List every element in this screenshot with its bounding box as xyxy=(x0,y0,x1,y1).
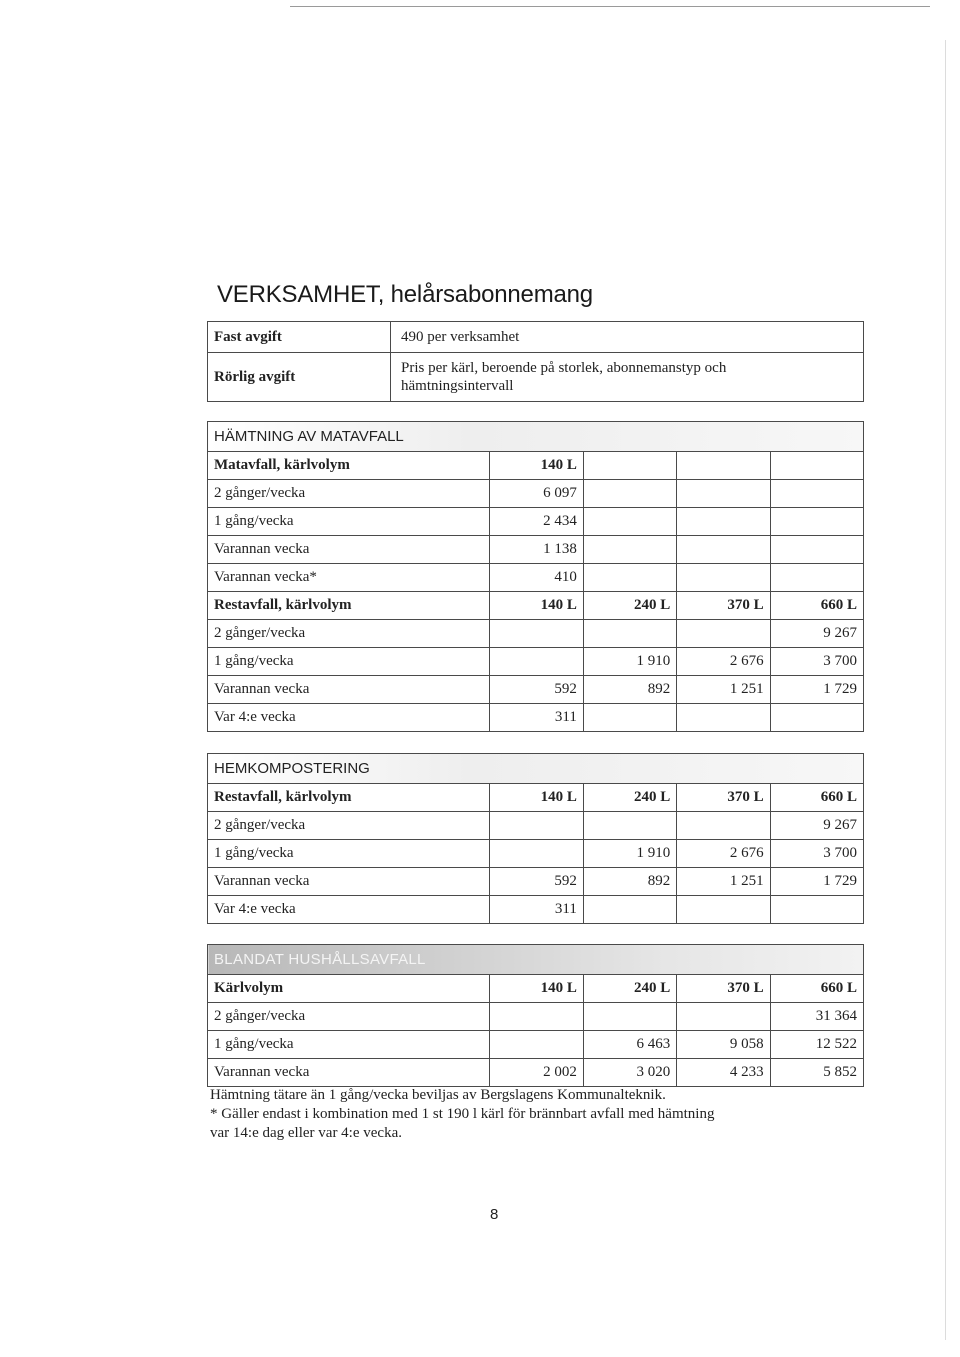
price-cell xyxy=(677,704,770,732)
row-label: Varannan vecka* xyxy=(208,564,490,592)
price-cell: 592 xyxy=(490,868,583,896)
price-cell: 3 020 xyxy=(583,1059,676,1087)
header-size: 140 L xyxy=(490,592,583,620)
price-cell xyxy=(583,620,676,648)
price-cell xyxy=(490,812,583,840)
table-header-row xyxy=(208,452,864,480)
empty-cell xyxy=(770,452,863,480)
price-cell: 1 910 xyxy=(583,840,676,868)
price-cell: 4 233 xyxy=(677,1059,770,1087)
price-cell: 6 097 xyxy=(490,480,583,508)
section-title-row xyxy=(208,945,864,975)
price-cell: 1 138 xyxy=(490,536,583,564)
table-row xyxy=(208,508,864,536)
fees-table xyxy=(207,321,864,402)
empty-cell xyxy=(677,536,770,564)
header-size: 660 L xyxy=(770,592,863,620)
table-row xyxy=(208,868,864,896)
row-label: Varannan vecka xyxy=(208,868,490,896)
hemkompostering-table xyxy=(207,753,864,924)
price-cell: 6 463 xyxy=(583,1031,676,1059)
page-number: 8 xyxy=(490,1206,499,1223)
table-row xyxy=(208,564,864,592)
price-cell: 3 700 xyxy=(770,648,863,676)
empty-cell xyxy=(583,564,676,592)
row-label: 1 gång/vecka xyxy=(208,648,490,676)
price-cell: 2 434 xyxy=(490,508,583,536)
header-size: 660 L xyxy=(770,784,863,812)
scan-top-line xyxy=(290,6,930,7)
empty-cell xyxy=(677,564,770,592)
price-cell: 1 251 xyxy=(677,868,770,896)
price-cell xyxy=(677,896,770,924)
price-cell xyxy=(677,620,770,648)
page-title: VERKSAMHET, helårsabonnemang xyxy=(217,281,593,308)
price-cell: 1 910 xyxy=(583,648,676,676)
table-header-row xyxy=(208,975,864,1003)
empty-cell xyxy=(770,508,863,536)
table-row xyxy=(208,812,864,840)
row-label: 1 gång/vecka xyxy=(208,840,490,868)
price-cell: 9 267 xyxy=(770,812,863,840)
header-size: 370 L xyxy=(677,592,770,620)
empty-cell xyxy=(677,452,770,480)
price-cell: 311 xyxy=(490,896,583,924)
row-label: Varannan vecka xyxy=(208,536,490,564)
table-row xyxy=(208,1031,864,1059)
price-cell xyxy=(490,648,583,676)
price-cell: 1 729 xyxy=(770,676,863,704)
price-cell xyxy=(490,620,583,648)
empty-cell xyxy=(770,536,863,564)
empty-cell xyxy=(770,480,863,508)
header-size: 240 L xyxy=(583,975,676,1003)
table-header-row xyxy=(208,592,864,620)
header-size: 140 L xyxy=(490,452,583,480)
price-cell xyxy=(770,704,863,732)
matavfall-table xyxy=(207,421,864,732)
footnotes xyxy=(210,1086,830,1143)
header-size: 660 L xyxy=(770,975,863,1003)
row-label: 2 gånger/vecka xyxy=(208,1003,490,1031)
section-title-row xyxy=(208,754,864,784)
fee-label: Rörlig avgift xyxy=(208,353,391,402)
section-title: HEMKOMPOSTERING xyxy=(208,754,864,784)
fee-value-line: hämtningsintervall xyxy=(401,378,514,394)
price-cell xyxy=(490,1003,583,1031)
row-label: Var 4:e vecka xyxy=(208,704,490,732)
table-row xyxy=(208,620,864,648)
table-row xyxy=(208,648,864,676)
price-cell xyxy=(677,1003,770,1031)
scan-page-edge xyxy=(945,40,946,1340)
empty-cell xyxy=(583,480,676,508)
price-cell xyxy=(677,812,770,840)
price-cell: 892 xyxy=(583,676,676,704)
price-cell: 2 676 xyxy=(677,648,770,676)
footnote: * Gäller endast i kombination med 1 st 190 l kärl för brännbart avfall med hämtning xyxy=(210,1106,715,1122)
table-row xyxy=(208,1003,864,1031)
price-cell xyxy=(583,1003,676,1031)
table-row xyxy=(208,536,864,564)
row-label: 2 gånger/vecka xyxy=(208,480,490,508)
price-cell: 9 267 xyxy=(770,620,863,648)
price-cell: 892 xyxy=(583,868,676,896)
table-row xyxy=(208,896,864,924)
fee-value: 490 per verksamhet xyxy=(391,322,864,353)
footnote: Hämtning tätare än 1 gång/vecka beviljas av Bergslagens Kommunalteknik. xyxy=(210,1087,666,1103)
header-size: 140 L xyxy=(490,784,583,812)
price-cell xyxy=(490,840,583,868)
blandat-table xyxy=(207,944,864,1087)
table-header-row xyxy=(208,784,864,812)
header-label: Restavfall, kärlvolym xyxy=(208,592,490,620)
price-cell xyxy=(583,896,676,924)
empty-cell xyxy=(677,508,770,536)
row-label: Var 4:e vecka xyxy=(208,896,490,924)
footnote: var 14:e dag eller var 4:e vecka. xyxy=(210,1125,402,1141)
row-label: 1 gång/vecka xyxy=(208,1031,490,1059)
empty-cell xyxy=(583,508,676,536)
price-cell: 1 251 xyxy=(677,676,770,704)
price-cell xyxy=(583,704,676,732)
header-size: 370 L xyxy=(677,975,770,1003)
header-label: Matavfall, kärlvolym xyxy=(208,452,490,480)
fee-value xyxy=(391,353,864,402)
price-cell: 2 676 xyxy=(677,840,770,868)
empty-cell xyxy=(677,480,770,508)
table-row xyxy=(208,704,864,732)
fee-value-line: Pris per kärl, beroende på storlek, abonnemanstyp och xyxy=(401,360,727,376)
fees-row-fixed xyxy=(208,322,864,353)
price-cell: 5 852 xyxy=(770,1059,863,1087)
header-size: 370 L xyxy=(677,784,770,812)
price-cell: 592 xyxy=(490,676,583,704)
price-cell xyxy=(583,812,676,840)
header-label: Kärlvolym xyxy=(208,975,490,1003)
table-row xyxy=(208,1059,864,1087)
price-cell: 3 700 xyxy=(770,840,863,868)
header-label: Restavfall, kärlvolym xyxy=(208,784,490,812)
price-cell: 12 522 xyxy=(770,1031,863,1059)
price-cell: 311 xyxy=(490,704,583,732)
table-row xyxy=(208,480,864,508)
price-cell: 31 364 xyxy=(770,1003,863,1031)
table-row xyxy=(208,676,864,704)
price-cell xyxy=(770,896,863,924)
row-label: 2 gånger/vecka xyxy=(208,620,490,648)
header-size: 240 L xyxy=(583,784,676,812)
price-cell: 410 xyxy=(490,564,583,592)
header-size: 140 L xyxy=(490,975,583,1003)
empty-cell xyxy=(770,564,863,592)
section-title-row xyxy=(208,422,864,452)
row-label: 2 gånger/vecka xyxy=(208,812,490,840)
empty-cell xyxy=(583,452,676,480)
fees-row-variable xyxy=(208,353,864,402)
empty-cell xyxy=(583,536,676,564)
price-cell: 9 058 xyxy=(677,1031,770,1059)
section-title: BLANDAT HUSHÅLLSAVFALL xyxy=(208,945,864,975)
fee-label: Fast avgift xyxy=(208,322,391,353)
row-label: Varannan vecka xyxy=(208,1059,490,1087)
price-cell xyxy=(490,1031,583,1059)
row-label: Varannan vecka xyxy=(208,676,490,704)
price-cell: 1 729 xyxy=(770,868,863,896)
header-size: 240 L xyxy=(583,592,676,620)
section-title: HÄMTNING AV MATAVFALL xyxy=(208,422,864,452)
table-row xyxy=(208,840,864,868)
row-label: 1 gång/vecka xyxy=(208,508,490,536)
price-cell: 2 002 xyxy=(490,1059,583,1087)
